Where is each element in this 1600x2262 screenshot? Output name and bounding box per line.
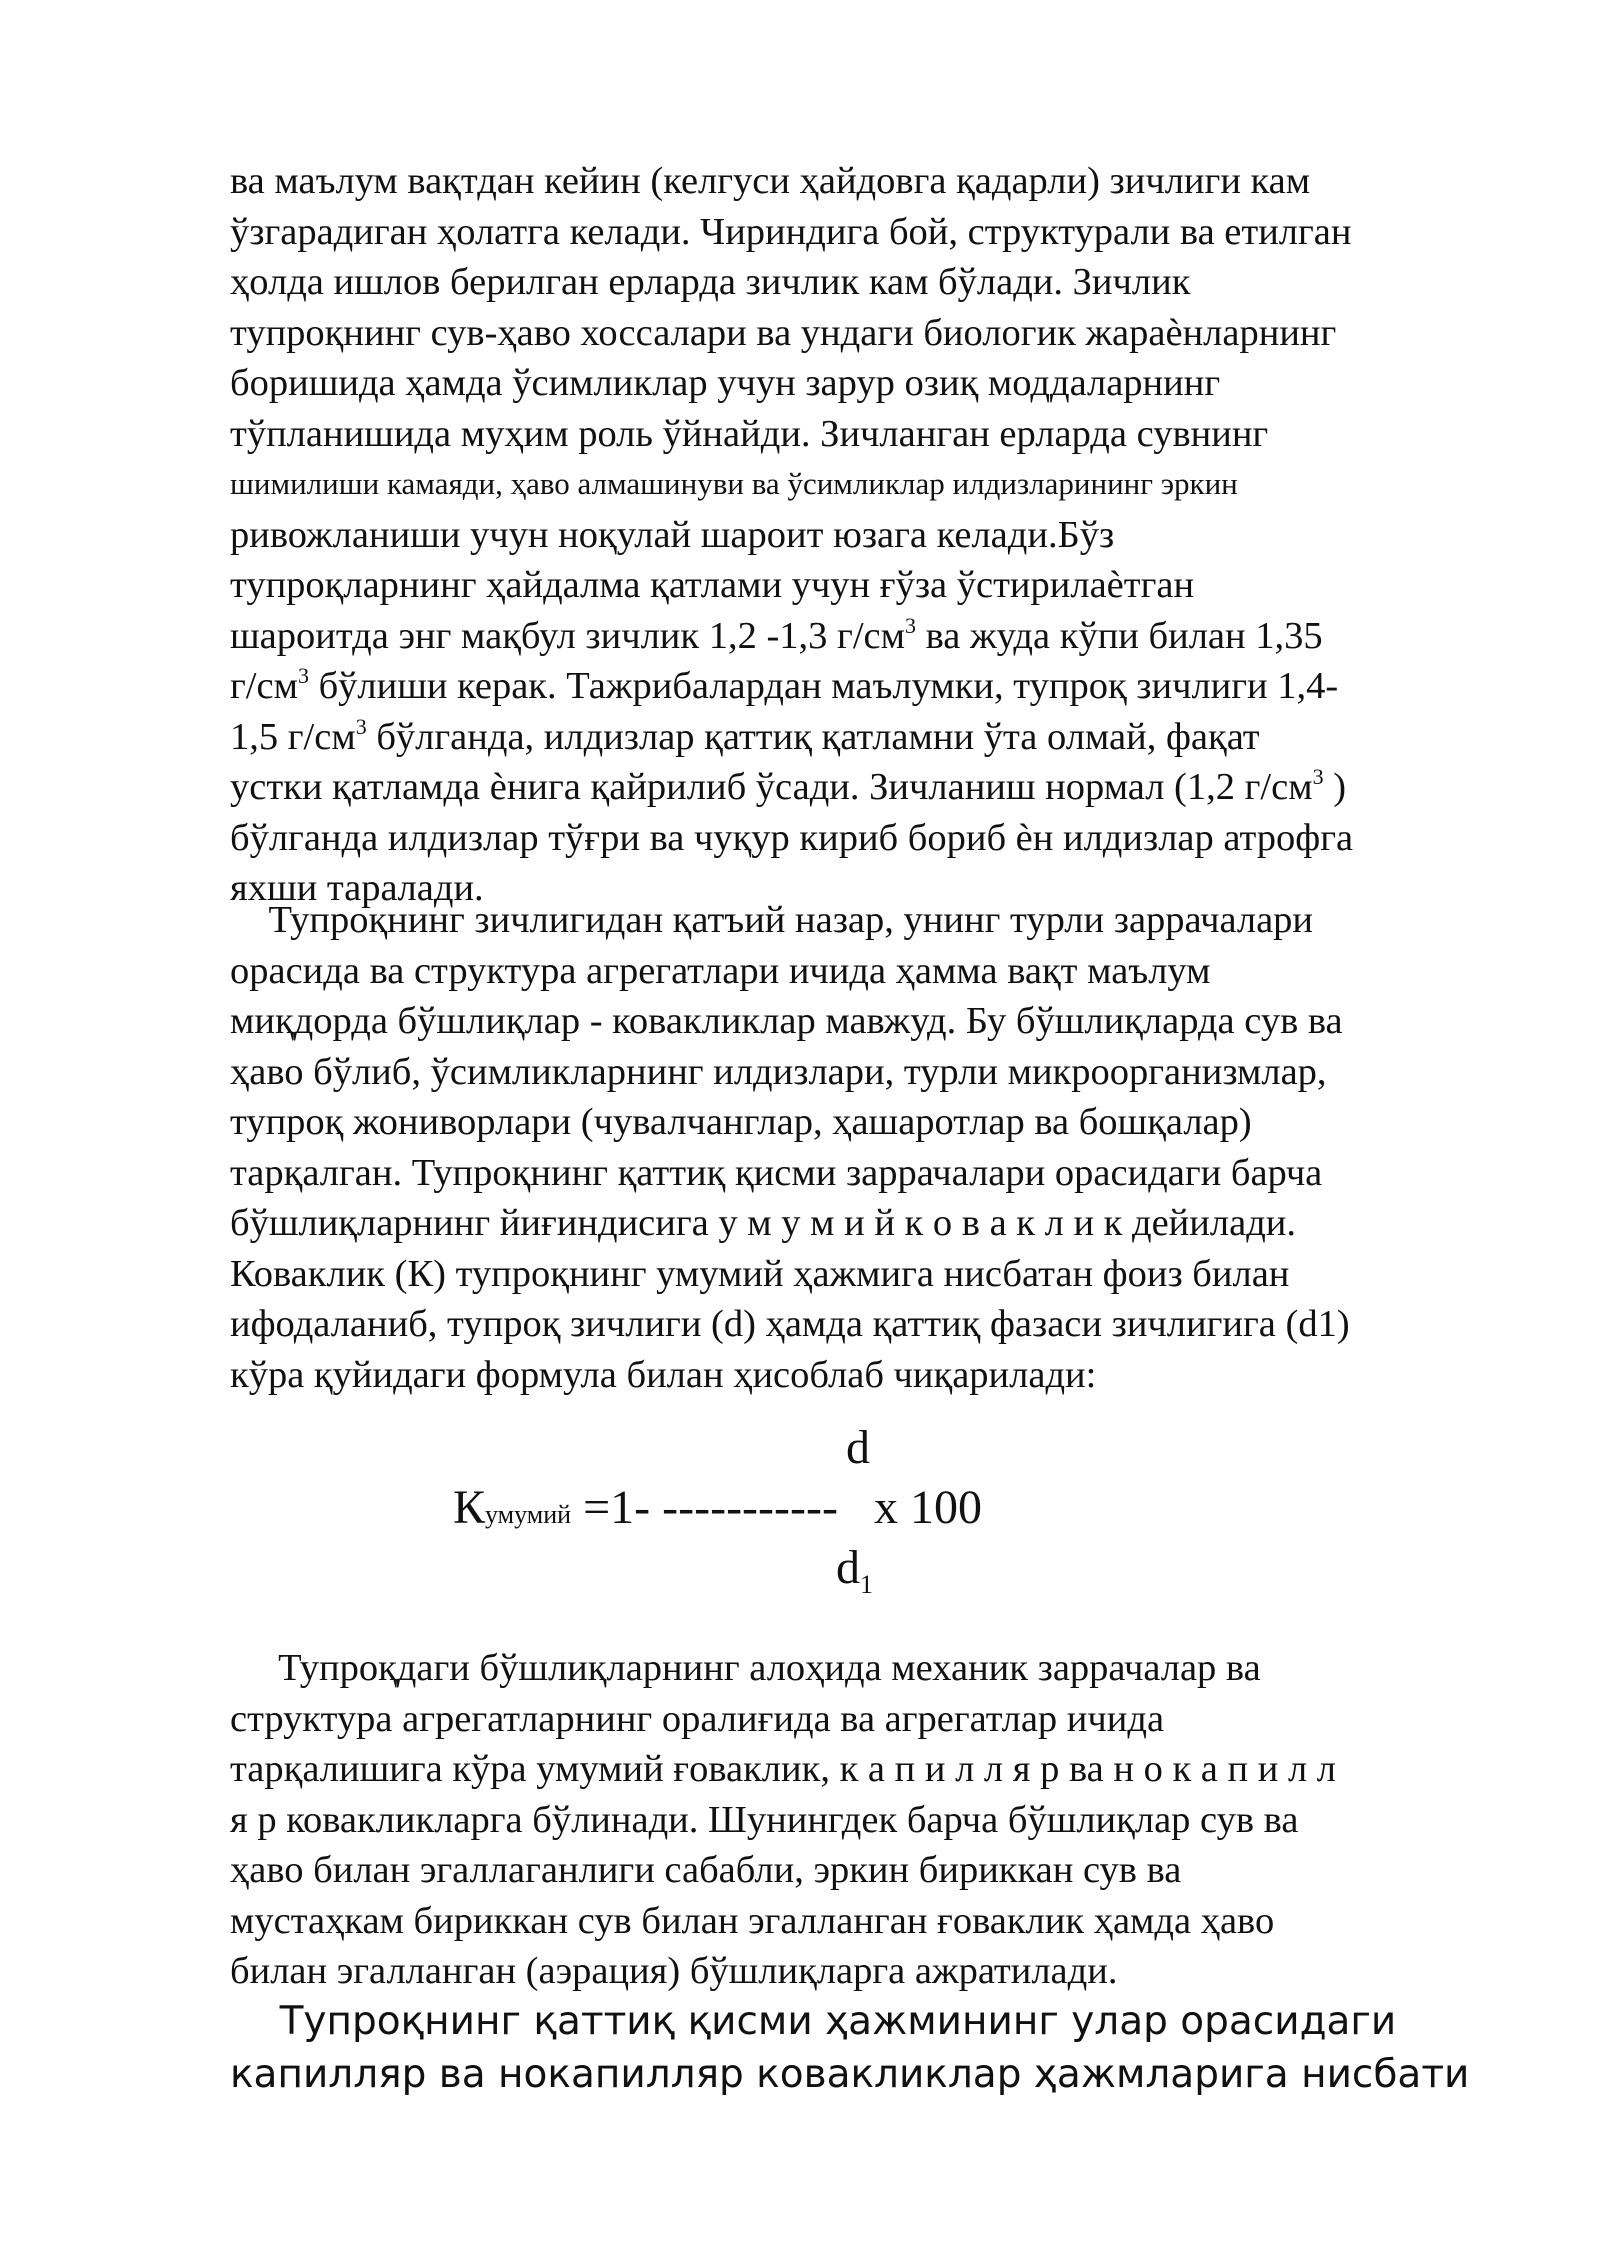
text-line: бўшлиқларнинг йиғиндисига у м у м и й к о в а к л и к дейилади. xyxy=(230,1202,1297,1244)
text-run: бўлиши керак. Тажрибалардан маълумки, тупроқ зичлиги 1,4- xyxy=(308,665,1339,707)
formula-equation: =1- ----------- x 100 xyxy=(571,1481,982,1534)
text-run: бўлганда, илдизлар қаттиқ қатламни ўта олмай, фақат xyxy=(366,715,1260,758)
text-line: боришида ҳамда ўсимликлар учун зарур озиқ моддаларнинг xyxy=(230,362,1221,404)
text-line: миқдорда бўшлиқлар - ковакликлар мавжуд. Бу бўшлиқларда сув ва xyxy=(230,1000,1343,1042)
paragraph-4 xyxy=(230,1995,1530,2101)
text-line: ривожланиши учун ноқулай шароит юзага келади.Бўз xyxy=(230,513,1115,556)
text-line: кўра қуйидаги формула билан ҳисоблаб чиқарилади: xyxy=(230,1353,1097,1396)
formula-denominator-symbol: d xyxy=(836,1541,860,1594)
text-line: ва маълум вақтдан кейин (келгуси ҳайдовга қадарли) зичлиги кам xyxy=(230,160,1311,202)
superscript: 3 xyxy=(1312,764,1324,789)
text-line: орасида ва структура агрегатлари ичида ҳамма вақт маълум xyxy=(230,949,1211,992)
paragraph-2 xyxy=(230,895,1510,1400)
text-line: тупроқ жониворлари (чувалчанглар, ҳашаротлар ва бошқалар) xyxy=(230,1101,1252,1143)
formula-numerator: d xyxy=(846,1421,870,1474)
text-line: тарқалишига кўра умумий ғоваклик, к а п и л л я р ва н о к а п и л л xyxy=(230,1748,1336,1790)
text-line: тупроқларнинг ҳайдалма қатлами учун ғўза ўстирилаѐтган xyxy=(230,564,1195,606)
superscript: 3 xyxy=(355,713,367,739)
text-run: ва жуда кўпи билан 1,35 xyxy=(916,614,1323,657)
text-line: тупроқнинг сув-ҳаво хоссалари ва ундаги биологик жараѐнларнинг xyxy=(230,311,1337,354)
text-line: ҳолда ишлов берилган ерларда зичлик кам бўлади. Зичлик xyxy=(230,261,1191,303)
text-line: ифодаланиб, тупроқ зичлиги (d) ҳамда қаттиқ фазаси зичлигига (d1) xyxy=(230,1303,1350,1345)
text-line: ҳаво билан эгаллаганлиги сабабли, эркин бириккан сув ва xyxy=(230,1849,1182,1891)
text-line xyxy=(230,611,1510,662)
superscript: 3 xyxy=(297,663,309,688)
text-run: устки қатламда ѐнига қайрилиб ўсади. Зичланиш нормал (1,2 г/см xyxy=(230,766,1313,808)
paragraph-3 xyxy=(230,1643,1510,1997)
text-line: ўзгарадиган ҳолатга келади. Чириндига бой, структурали ва етилган xyxy=(230,210,1352,253)
text-line: билан эгалланган (аэрация) бўшлиқларга ажратилади. xyxy=(230,1950,1118,1992)
formula-denominator-subscript: 1 xyxy=(860,1570,873,1599)
text-line xyxy=(230,762,1510,813)
text-run: ) xyxy=(1323,766,1347,808)
text-run: 1,5 г/см xyxy=(230,715,356,758)
formula-k-symbol: К xyxy=(453,1481,486,1534)
text-line: Коваклик (К) тупроқнинг умумий ҳажмига нисбатан фоиз билан xyxy=(230,1252,1290,1295)
text-line xyxy=(230,661,1510,712)
text-run: г/см xyxy=(230,665,298,707)
text-line-small: шимилиши камаяди, ҳаво алмашинуви ва ўсимликлар илдизларининг эркин xyxy=(230,466,1238,501)
text-line: Тупроқнинг зичлигидан қатъий назар, унинг турли заррачалари xyxy=(230,899,1314,941)
text-line: Тупроқнинг қаттиқ қисми ҳажмининг улар орасидаги xyxy=(230,1999,1397,2044)
text-line xyxy=(230,712,1510,763)
text-line: ҳаво бўлиб, ўсимликларнинг илдизлари, турли микроорганизмлар, xyxy=(230,1050,1327,1093)
text-line: капилляр ва нокапилляр ковакликлар ҳажмларига нисбати xyxy=(230,2052,1470,2097)
porosity-formula xyxy=(0,1420,1600,1620)
text-line: структура агрегатларнинг оралиғида ва агрегатлар ичида xyxy=(230,1697,1165,1740)
text-line: я р ковакликларга бўлинади. Шунингдек барча бўшлиқлар сув ва xyxy=(230,1798,1299,1841)
text-run: шароитда энг мақбул зичлик 1,2 -1,3 г/см xyxy=(230,614,905,657)
formula-k-subscript: умумий xyxy=(485,1500,572,1529)
text-line: бўлганда илдизлар тўғри ва чуқур кириб бориб ѐн илдизлар атрофга xyxy=(230,816,1354,859)
text-line: Тупроқдаги бўшлиқларнинг алоҳида механик заррачалар ва xyxy=(230,1647,1261,1689)
text-line: тарқалган. Тупроқнинг қаттиқ қисми заррачалари орасидаги барча xyxy=(230,1151,1323,1194)
formula-denominator xyxy=(836,1540,873,1600)
text-line: мустаҳкам бириккан сув билан эгалланган ғоваклик ҳамда ҳаво xyxy=(230,1899,1275,1942)
text-line: тўпланишида муҳим роль ўйнайди. Зичланган ерларда сувнинг xyxy=(230,412,1269,455)
formula-main-line xyxy=(453,1480,982,1535)
text-line: яхши тарaлади. xyxy=(230,867,484,909)
superscript: 3 xyxy=(905,612,916,638)
paragraph-1 xyxy=(230,156,1510,914)
